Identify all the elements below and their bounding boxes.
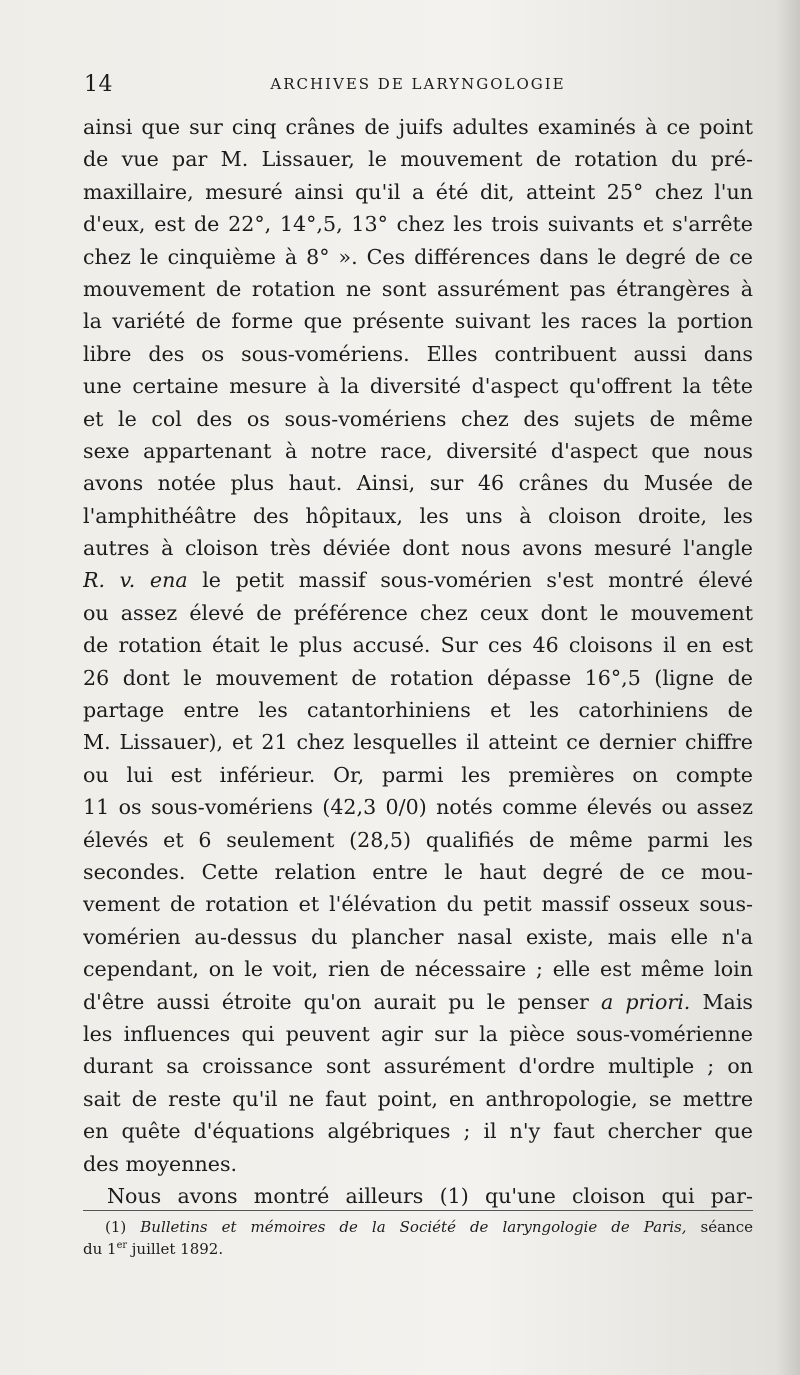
- text-line: 11 os sous-vomériens (42,3 0/0) notés comme élevés ou assez: [83, 795, 753, 820]
- text-line: 26 dont le mouvement de rotation dépasse 16°,5 (ligne de: [83, 665, 753, 690]
- text-line: autres à cloison très déviée dont nous avons mesuré l'angle: [83, 536, 753, 561]
- page-number: 14: [84, 72, 113, 97]
- text-line: la variété de forme que présente suivant les races la portion: [83, 309, 753, 334]
- text-line: cependant, on le voit, rien de nécessaire ; elle est même loin: [83, 957, 753, 982]
- text-line: partage entre les catantorhiniens et les catorhiniens de: [83, 698, 753, 723]
- text-line: secondes. Cette relation entre le haut degré de ce mou-: [83, 859, 753, 884]
- footnote-line: [83, 1216, 753, 1238]
- text-line: maxillaire, mesuré ainsi qu'il a été dit, atteint 25° chez l'un: [83, 179, 753, 204]
- text-line: de rotation était le plus accusé. Sur ces 46 cloisons il en est: [83, 633, 753, 658]
- footnote-line: [83, 1238, 753, 1260]
- text-line: l'amphithéâtre des hôpitaux, les uns à cloison droite, les: [83, 503, 753, 528]
- text-line: chez le cinquième à 8° ». Ces différences dans le degré de ce: [83, 244, 753, 269]
- footnote-superscript: er: [116, 1240, 128, 1251]
- text-line: et le col des os sous-vomériens chez des sujets de même: [83, 406, 753, 431]
- footnote-marker: (1): [105, 1218, 127, 1236]
- text-line: M. Lissauer), et 21 chez lesquelles il atteint ce dernier chiffre: [83, 730, 753, 755]
- text-line: avons notée plus haut. Ainsi, sur 46 crânes du Musée de: [83, 471, 753, 496]
- text-line: élevés et 6 seulement (28,5) qualifiés de même parmi les: [83, 827, 753, 852]
- text-segment: d'être aussi étroite qu'on aurait pu le penser: [83, 989, 601, 1014]
- text-line: ou lui est inférieur. Or, parmi les premières on compte: [83, 762, 753, 787]
- angle-notation: R. v. ena: [83, 568, 188, 593]
- footnote: [83, 1216, 753, 1260]
- a-priori-italic: a priori.: [600, 989, 691, 1014]
- text-line: mouvement de rotation ne sont assurément pas étrangères à: [83, 276, 753, 301]
- text-segment: Mais: [690, 989, 753, 1014]
- footnote-title: Bulletins et mémoires de la Société de laryngologie de Paris,: [140, 1218, 687, 1236]
- page-header: [84, 72, 752, 102]
- text-line: de vue par M. Lissauer, le mouvement de rotation du pré-: [83, 147, 753, 172]
- footnote-text: séance: [686, 1218, 753, 1236]
- text-line: vement de rotation et l'élévation du petit massif osseux sous-: [83, 892, 753, 917]
- text-line: en quête d'équations algébriques ; il n'y faut chercher que: [83, 1119, 753, 1144]
- text-line: sait de reste qu'il ne faut point, en anthropologie, se mettre: [83, 1086, 753, 1111]
- text-line: vomérien au-dessus du plancher nasal existe, mais elle n'a: [83, 924, 753, 949]
- running-title: ARCHIVES DE LARYNGOLOGIE: [270, 75, 566, 93]
- text-line: une certaine mesure à la diversité d'aspect qu'offrent la tête: [83, 374, 753, 399]
- text-line: des moyennes.: [83, 1151, 238, 1176]
- footnote-rule: [83, 1210, 753, 1211]
- text-line: libre des os sous-vomériens. Elles contribuent aussi dans: [83, 341, 753, 366]
- paragraph-first-line: Nous avons montré ailleurs (1) qu'une cloison qui par-: [107, 1183, 753, 1208]
- text-line: ainsi que sur cinq crânes de juifs adultes examinés à ce point: [83, 115, 753, 139]
- footnote-text: du 1: [83, 1240, 117, 1258]
- text-line: ou assez élevé de préférence chez ceux dont le mouvement: [83, 600, 753, 625]
- text-line: durant sa croissance sont assurément d'ordre multiple ; on: [83, 1054, 753, 1079]
- text-line: sexe appartenant à notre race, diversité d'aspect que nous: [83, 438, 753, 463]
- text-line-a-priori: [83, 986, 753, 1018]
- footnote-text: juillet 1892.: [127, 1240, 224, 1258]
- text-line: d'eux, est de 22°, 14°,5, 13° chez les trois suivants et s'arrête: [83, 212, 753, 237]
- text-segment: le petit massif sous-vomérien s'est montré élevé: [187, 568, 753, 593]
- text-line-angle: [83, 564, 753, 596]
- body-text: [83, 111, 753, 1212]
- text-line: les influences qui peuvent agir sur la pièce sous-vomérienne: [83, 1021, 753, 1046]
